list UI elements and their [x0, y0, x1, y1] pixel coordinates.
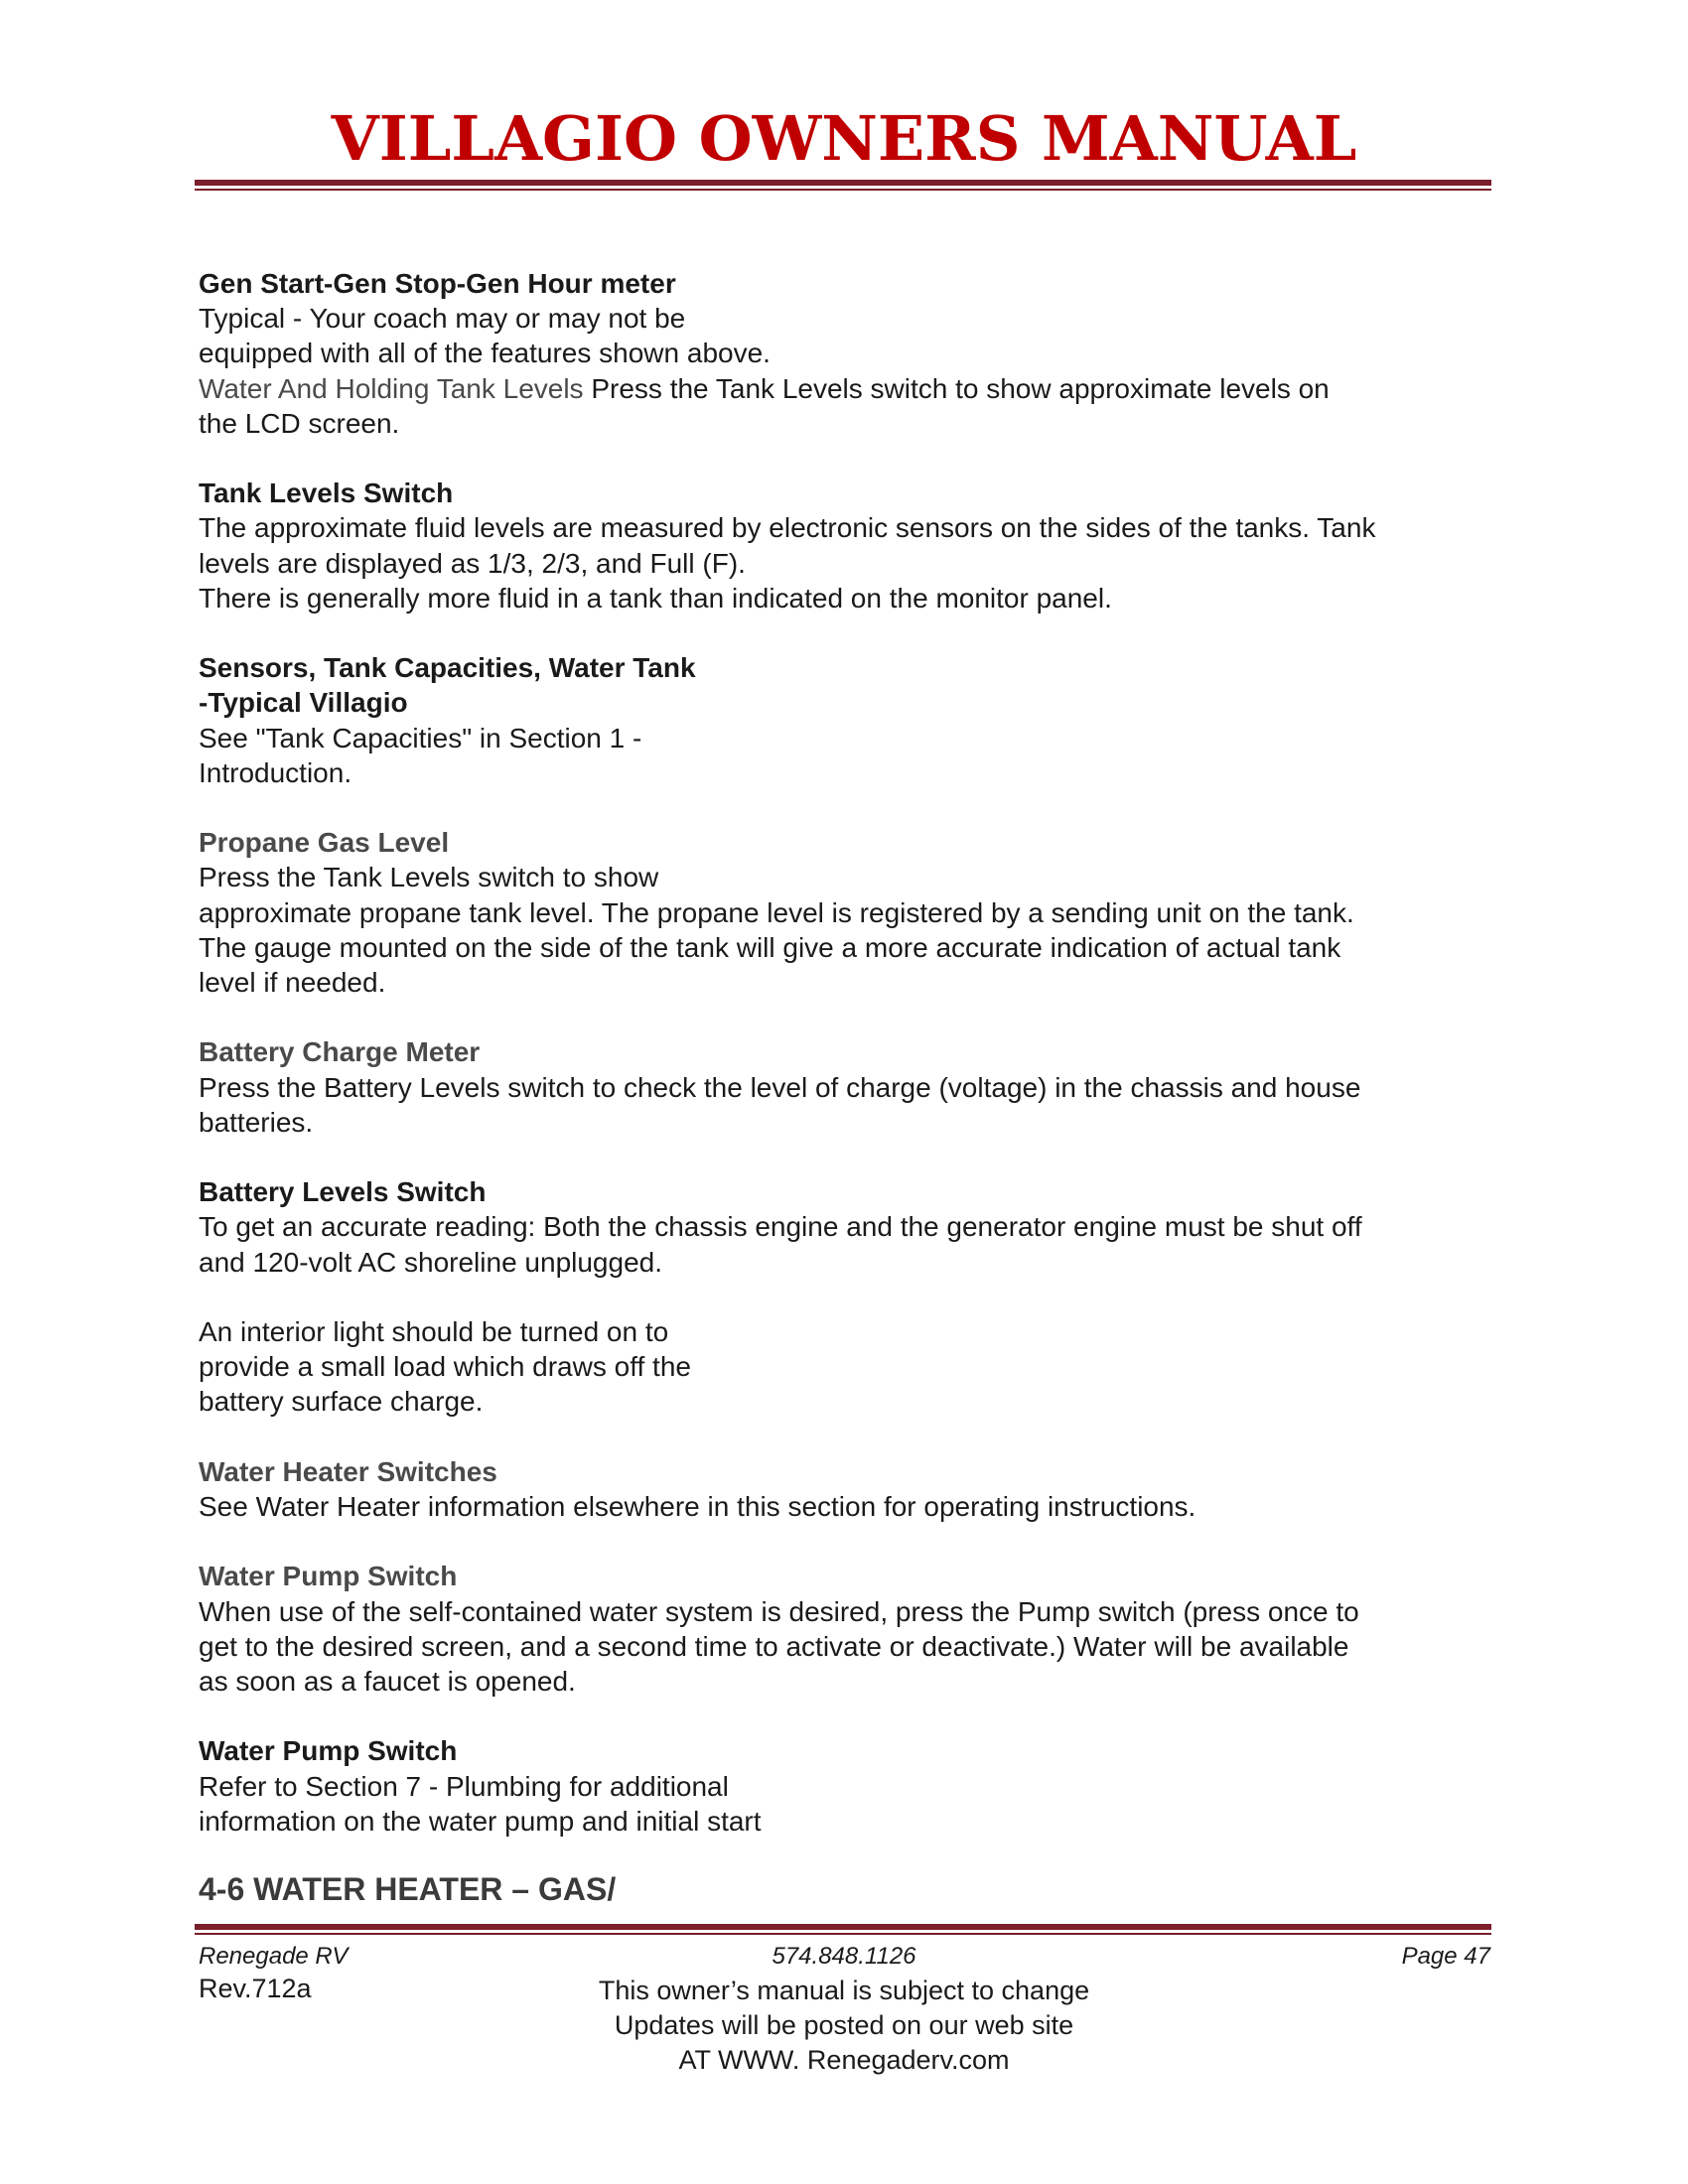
notice-line: AT WWW. Renegaderv.com	[678, 2045, 1010, 2075]
section-battery-levels	[199, 1174, 1499, 1280]
section-number-heading: 4-6 WATER HEATER – GAS/	[199, 1871, 617, 1907]
body-line: See "Tank Capacities" in Section 1 -	[199, 722, 642, 753]
body-line: levels are displayed as 1/3, 2/3, and Full (F).	[199, 547, 746, 579]
body-line: level if needed.	[199, 967, 386, 999]
body-line: the LCD screen.	[199, 407, 400, 439]
section-heading: Gen Start-Gen Stop-Gen Hour meter	[199, 268, 676, 299]
notice-line: This owner’s manual is subject to change	[598, 1976, 1090, 2005]
body-line: batteries.	[199, 1106, 314, 1138]
body-line: equipped with all of the features shown above.	[199, 338, 771, 369]
body-line	[199, 371, 1499, 406]
body-line: provide a small load which draws off the	[199, 1351, 691, 1383]
manual-content	[199, 266, 1499, 1873]
page-title: VILLAGIO OWNERS MANUAL	[331, 102, 1357, 175]
header-rule-thick	[195, 180, 1491, 186]
body-line: get to the desired screen, and a second time to activate or deactivate.) Water will be available	[199, 1630, 1349, 1662]
body-line: and 120-volt AC shoreline unplugged.	[199, 1246, 663, 1278]
body-line: Typical - Your coach may or may not be	[199, 303, 686, 335]
section-water-pump	[199, 1559, 1499, 1699]
body-line: Press the Tank Levels switch to show	[199, 862, 659, 893]
header-rule-thin	[195, 189, 1491, 191]
footer-rule-thin	[195, 1933, 1491, 1935]
body-line: Refer to Section 7 - Plumbing for additional	[199, 1770, 729, 1802]
section-water-heater	[199, 1454, 1499, 1524]
section-heading: Battery Levels Switch	[199, 1176, 487, 1208]
body-line: The approximate fluid levels are measured by electronic sensors on the sides of the tanks. Tank	[199, 512, 1376, 544]
body-line: approximate propane tank level. The propane level is registered by a sending unit on the tank.	[199, 896, 1354, 928]
body-line: information on the water pump and initial start	[199, 1805, 762, 1837]
footer-phone: 574.848.1126	[772, 1943, 916, 1970]
section-water-pump-2	[199, 1733, 1499, 1839]
footer-rule-thick	[195, 1924, 1491, 1930]
body-line: See Water Heater information elsewhere in this section for operating instructions.	[199, 1491, 1196, 1522]
notice-line: Updates will be posted on our web site	[614, 2010, 1074, 2040]
body-line: Press the Battery Levels switch to check the level of charge (voltage) in the chassis and house	[199, 1071, 1361, 1103]
section-heading: Water Heater Switches	[199, 1455, 497, 1487]
body-line: When use of the self-contained water system is desired, press the Pump switch (press once to	[199, 1595, 1359, 1627]
section-tank-levels	[199, 476, 1499, 615]
section-heading: Water Pump Switch	[199, 1735, 458, 1767]
section-heading: Propane Gas Level	[199, 827, 450, 859]
section-heading-2: -Typical Villagio	[199, 687, 408, 719]
section-heading: Tank Levels Switch	[199, 478, 454, 509]
body-line: The gauge mounted on the side of the tank will give a more accurate indication of actual tank	[199, 931, 1341, 963]
section-battery-charge	[199, 1034, 1499, 1140]
section-heading: Water Pump Switch	[199, 1561, 458, 1592]
water-tank-text: Press the Tank Levels switch to show approximate levels on	[583, 372, 1330, 404]
section-heading: Battery Charge Meter	[199, 1036, 481, 1068]
footer-notice	[0, 1974, 1688, 2078]
section-interior-light	[199, 1314, 1499, 1420]
section-heading: Sensors, Tank Capacities, Water Tank	[199, 652, 696, 684]
body-line: An interior light should be turned on to	[199, 1316, 669, 1347]
section-gen	[199, 266, 1499, 441]
body-line: There is generally more fluid in a tank than indicated on the monitor panel.	[199, 582, 1112, 614]
body-line: battery surface charge.	[199, 1386, 484, 1418]
body-line: To get an accurate reading: Both the chassis engine and the generator engine must be shut off	[199, 1211, 1362, 1243]
footer-page-number: Page 47	[1401, 1943, 1490, 1970]
section-propane	[199, 825, 1499, 1000]
footer-company: Renegade RV	[199, 1943, 349, 1970]
body-line: as soon as a faucet is opened.	[199, 1666, 576, 1697]
body-line: Introduction.	[199, 756, 352, 788]
footer-revision: Rev.712a	[199, 1974, 312, 2003]
water-tank-label: Water And Holding Tank Levels	[199, 372, 584, 404]
section-sensors	[199, 650, 1499, 790]
